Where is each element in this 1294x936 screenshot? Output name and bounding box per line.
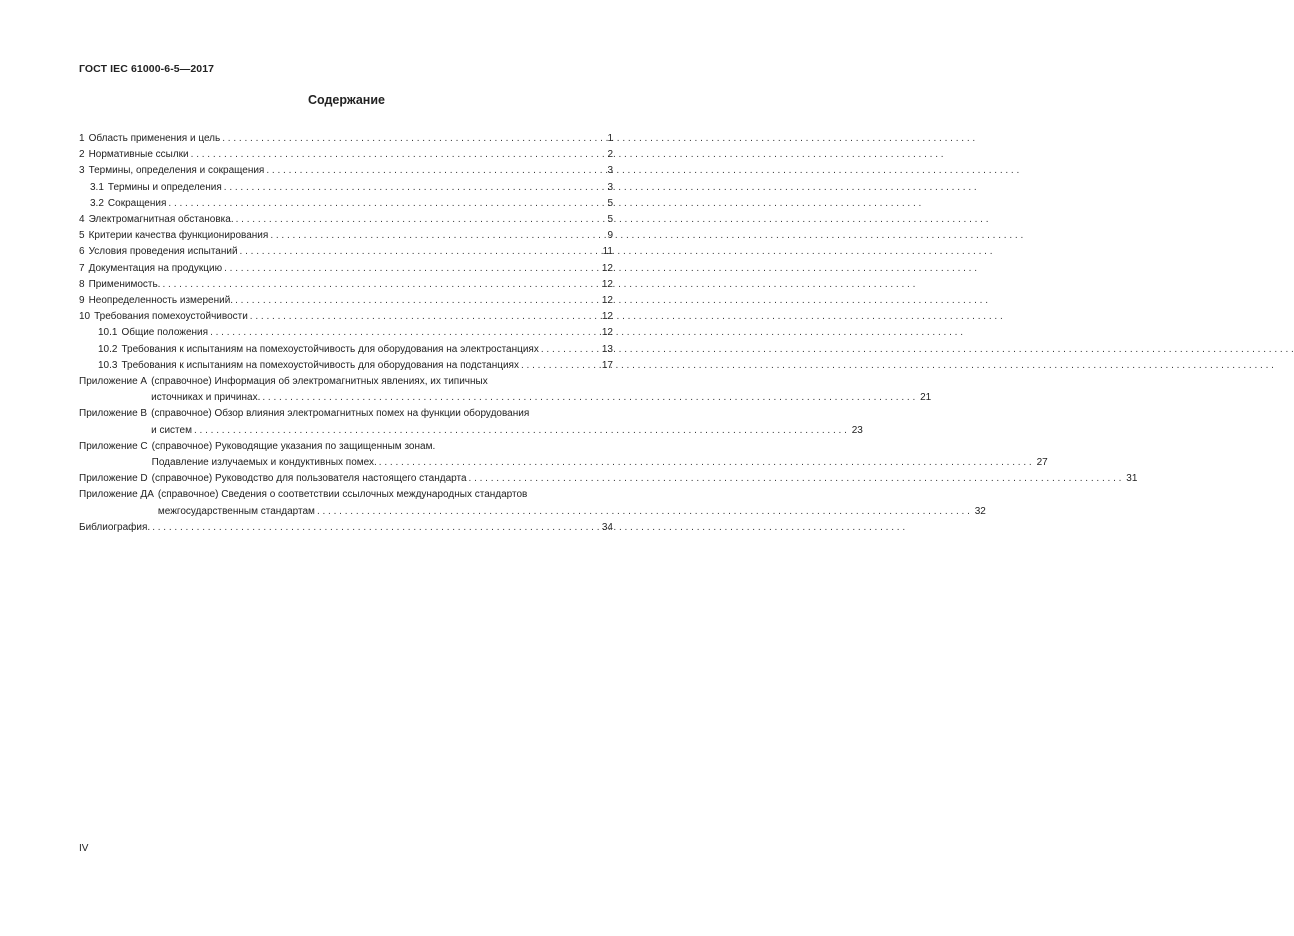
leader-dots [262,390,915,406]
toc-annex-d[interactable] [79,471,1138,487]
toc-entry-title: Сокращения [107,197,167,209]
leader-dots [152,520,597,536]
leader-dots [222,131,597,147]
annex-title-line1: (справочное) Информация об электромагнитных явлениях, их типичных [151,376,488,388]
toc-entry-8[interactable] [79,277,613,293]
leader-dots [317,504,970,520]
leader-dots [224,180,597,196]
toc-entry-number: 8 [79,278,85,290]
toc-annex-da[interactable] [79,487,986,519]
table-of-contents [79,131,1138,536]
leader-dots [194,423,847,439]
toc-entry-4[interactable] [79,212,613,228]
toc-entry-page: 2 [607,149,613,161]
leader-dots [210,325,597,341]
annex-title-line1: (справочное) Обзор влияния электромагнитных помех на функции оборудования [151,408,530,420]
toc-entry-number: 3.1 [90,181,104,193]
toc-entry-number: 4 [79,214,85,226]
leader-dots [236,212,597,228]
toc-entry-number: 3 [79,165,85,177]
toc-entry-1[interactable] [79,131,613,147]
toc-entry-number: 3.2 [90,197,104,209]
toc-bibliography[interactable] [79,520,613,536]
toc-entry-10-2[interactable] [79,342,613,358]
toc-title: Содержание [307,93,385,107]
toc-entry-title: Неопределенность измерений. [88,295,234,307]
toc-entry-number: 10 [79,311,91,323]
toc-entry-title: Требования к испытаниям на помехоустойчивость для оборудования на подстанциях [121,359,519,371]
toc-entry-page: 9 [607,230,613,242]
annex-title-line2: межгосударственным стандартам [157,505,315,517]
toc-entry-page: 12 [601,327,613,339]
annex-title-line1: (справочное) Руководящие указания по защищенным зонам. [151,440,436,452]
annex-title-line2: источниках и причинах. [151,392,261,404]
toc-entry-3-1[interactable] [79,180,613,196]
annex-title-last-line [151,390,931,406]
toc-entry-3-2[interactable] [79,196,613,212]
toc-entry-title: Требования к испытаниям на помехоустойчивость для оборудования на электростанциях [121,343,539,355]
leader-dots [250,309,597,325]
toc-entry-page: 17 [601,359,613,371]
leader-dots [521,358,597,374]
toc-entry-number: 10.1 [98,327,118,339]
annex-title-line2: Подавление излучаемых и кондуктивных помех. [151,457,377,469]
leader-dots [270,228,597,244]
toc-entry-page: 34 [601,521,613,533]
annex-label: Приложение В [79,408,148,420]
toc-entry-6[interactable] [79,244,613,260]
annex-page: 27 [1036,457,1048,469]
toc-entry-title: Критерии качества функционирования [88,230,269,242]
toc-entry-title: Область применения и цель [88,133,221,144]
toc-entry-2[interactable] [79,147,613,163]
toc-entry-3[interactable] [79,163,613,179]
toc-entry-title: Термины, определения и сокращения [88,165,265,177]
toc-entry-number: 6 [79,246,85,258]
annex-page: 32 [974,505,986,517]
toc-entry-number: 10.2 [98,343,118,355]
annex-page: 23 [851,424,863,436]
toc-entry-number: 9 [79,295,85,307]
annex-title-last-line [152,471,1138,487]
toc-entry-5[interactable] [79,228,613,244]
toc-entry-7[interactable] [79,261,613,277]
toc-entry-number: 7 [79,262,85,274]
toc-entry-page: 11 [602,246,613,258]
toc-entry-title: Общие положения [121,327,209,339]
annex-label: Приложение D [79,473,148,485]
annex-body [158,487,986,519]
leader-dots [224,261,597,277]
annex-page: 21 [920,392,932,404]
annex-title-line2: и систем [151,424,192,436]
toc-entry-page: 12 [601,278,613,290]
toc-entry-page: 1 [607,133,613,144]
annex-title-last-line [151,423,863,439]
leader-dots [168,196,597,212]
toc-entry-number: 1 [79,133,85,144]
annex-body [152,471,1138,487]
annex-label: Приложение А [79,376,148,388]
leader-dots [191,147,597,163]
annex-title-last-line [158,504,986,520]
annex-page: 31 [1126,473,1138,485]
toc-entry-number: 10.3 [98,359,118,371]
annex-label: Приложение ДА [79,489,154,501]
page-number: IV [79,843,89,854]
toc-entry-page: 5 [607,214,613,226]
leader-dots [541,342,597,358]
leader-dots [469,471,1122,487]
toc-entry-title: Библиография. [79,521,151,533]
toc-entry-title: Условия проведения испытаний [88,246,238,258]
toc-annex-a[interactable] [79,374,932,406]
toc-entry-9[interactable] [79,293,613,309]
toc-entry-10-3[interactable] [79,358,613,374]
leader-dots [162,277,597,293]
toc-entry-title: Термины и определения [107,181,222,193]
toc-entry-10-1[interactable] [79,325,613,341]
leader-dots [266,163,597,179]
toc-entry-page: 3 [607,181,613,193]
annex-body [152,439,1048,471]
toc-entry-page: 5 [607,197,613,209]
toc-entry-page: 3 [607,165,613,177]
toc-entry-page: 13 [601,343,613,355]
toc-entry-title: Требования помехоустойчивости [94,311,248,323]
toc-annex-c[interactable] [79,439,1048,471]
annex-body [151,406,863,438]
toc-entry-number: 2 [79,149,85,161]
toc-entry-page: 12 [601,295,613,307]
document-code: ГОСТ IEC 61000-6-5—2017 [79,63,215,75]
toc-entry-number: 5 [79,230,85,242]
toc-entry-page: 12 [601,262,613,274]
annex-title-line1: (справочное) Сведения о соответствии ссылочных международных стандартов [157,489,528,501]
toc-entry-page: 12 [601,311,613,323]
leader-dots [235,293,597,309]
toc-entry-title: Нормативные ссылки [88,149,189,161]
toc-entry-10[interactable] [79,309,613,325]
leader-dots [240,244,597,260]
leader-dots [379,455,1032,471]
toc-entry-title: Документация на продукцию [88,262,223,274]
annex-label: Приложение С [79,440,148,452]
annex-title-last-line [152,455,1048,471]
toc-annex-b[interactable] [79,406,863,438]
annex-title-line2: (справочное) Руководство для пользователя настоящего стандарта [151,473,467,485]
annex-body [151,374,931,406]
toc-entry-title: Электромагнитная обстановка. [88,214,234,226]
toc-entry-title: Применимость. [88,278,161,290]
